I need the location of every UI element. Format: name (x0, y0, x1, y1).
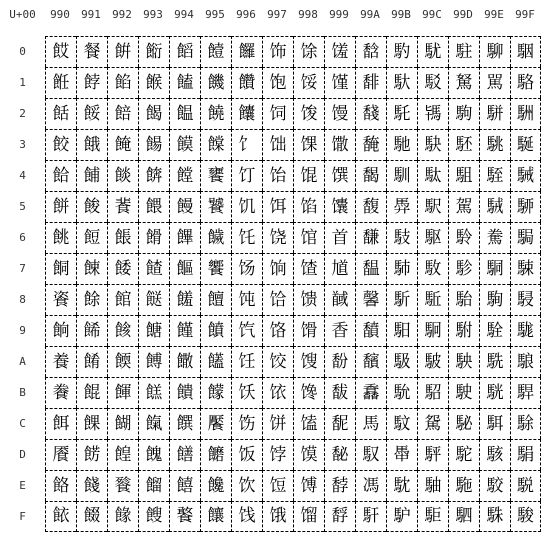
glyph-cell: 馰 (386, 36, 417, 67)
glyph-cell: 駏 (417, 501, 448, 532)
glyph-cell: 駲 (510, 98, 541, 129)
row-header: F (19, 510, 26, 523)
glyph-cell: 馫 (355, 377, 386, 408)
glyph-cell: 駻 (510, 377, 541, 408)
glyph-cell: 駭 (479, 439, 510, 470)
glyph-cell: 馻 (386, 377, 417, 408)
glyph-cell: 饦 (231, 222, 262, 253)
glyph-cell: 餵 (138, 191, 169, 222)
glyph-cell: 駩 (479, 315, 510, 346)
glyph-cell: 駫 (479, 377, 510, 408)
glyph-cell: 馔 (324, 160, 355, 191)
glyph-cell: 駙 (448, 315, 479, 346)
glyph-cell: 餜 (76, 408, 107, 439)
glyph-cell: 餌 (45, 408, 76, 439)
glyph-cell: 餰 (138, 36, 169, 67)
glyph-cell: 餱 (138, 67, 169, 98)
row-header: 5 (19, 200, 26, 213)
glyph-cell: 饊 (169, 346, 200, 377)
glyph-cell: 饴 (262, 160, 293, 191)
glyph-cell: 餿 (138, 501, 169, 532)
glyph-cell: 饉 (169, 315, 200, 346)
glyph-cell: 餁 (45, 67, 76, 98)
glyph-cell: 餒 (76, 98, 107, 129)
glyph-cell: 馯 (355, 501, 386, 532)
glyph-cell: 馅 (293, 191, 324, 222)
glyph-cell: 餹 (138, 315, 169, 346)
glyph-cell: 餂 (45, 98, 76, 129)
glyph-cell: 駷 (510, 253, 541, 284)
glyph-cell: 饬 (231, 408, 262, 439)
glyph-cell: 馋 (293, 377, 324, 408)
glyph-cell: 馴 (386, 160, 417, 191)
glyph-cell: 駼 (510, 408, 541, 439)
column-header: 99D (453, 8, 473, 21)
column-header: 994 (174, 8, 194, 21)
glyph-cell: 駠 (479, 36, 510, 67)
glyph-cell: 餢 (107, 98, 138, 129)
glyph-cell: 饱 (262, 67, 293, 98)
glyph-cell: 餽 (138, 439, 169, 470)
glyph-cell: 餞 (76, 470, 107, 501)
column-header: 992 (112, 8, 132, 21)
glyph-cell: 駞 (448, 470, 479, 501)
glyph-cell: 馸 (386, 284, 417, 315)
glyph-cell: 餼 (138, 408, 169, 439)
glyph-cell: 餆 (45, 222, 76, 253)
glyph-cell: 駪 (479, 346, 510, 377)
glyph-cell: 駘 (448, 284, 479, 315)
glyph-cell: 馜 (324, 408, 355, 439)
column-header: 99F (515, 8, 535, 21)
glyph-cell: 駂 (417, 98, 448, 129)
glyph-cell: 馢 (355, 98, 386, 129)
glyph-cell: 馇 (293, 253, 324, 284)
glyph-cell: 香 (324, 315, 355, 346)
glyph-cell: 餀 (45, 36, 76, 67)
glyph-cell: 饀 (169, 36, 200, 67)
glyph-cell: 饈 (169, 284, 200, 315)
glyph-cell: 餧 (107, 253, 138, 284)
glyph-cell: 饇 (169, 253, 200, 284)
column-header: 995 (205, 8, 225, 21)
glyph-cell: 馧 (355, 253, 386, 284)
glyph-cell: 饃 (169, 129, 200, 160)
glyph-cell: 馽 (386, 439, 417, 470)
glyph-cell: 馏 (293, 501, 324, 532)
glyph-cell: 饙 (200, 315, 231, 346)
glyph-cell: 馨 (355, 284, 386, 315)
glyph-cell: 馍 (293, 439, 324, 470)
glyph-cell: 駋 (417, 377, 448, 408)
glyph-cell: 駕 (448, 191, 479, 222)
glyph-cell: 駰 (510, 36, 541, 67)
glyph-cell: 饤 (231, 160, 262, 191)
glyph-cell: 饑 (200, 67, 231, 98)
glyph-cell: 饎 (169, 470, 200, 501)
glyph-cell: 駊 (417, 346, 448, 377)
glyph-cell: 饜 (200, 408, 231, 439)
glyph-cell: 饷 (262, 253, 293, 284)
glyph-cell: 饌 (169, 408, 200, 439)
glyph-cell: 駣 (479, 129, 510, 160)
glyph-cell: 馦 (355, 222, 386, 253)
glyph-cell: 饅 (169, 191, 200, 222)
glyph-cell: 餈 (45, 284, 76, 315)
glyph-cell: 餝 (76, 439, 107, 470)
glyph-cell: 馹 (386, 315, 417, 346)
glyph-cell: 館 (107, 284, 138, 315)
row-header: 1 (19, 76, 26, 89)
glyph-cell: 馤 (355, 160, 386, 191)
glyph-cell: 馵 (386, 191, 417, 222)
glyph-cell: 饍 (169, 439, 200, 470)
glyph-cell: 馁 (293, 67, 324, 98)
glyph-cell: 駍 (417, 439, 448, 470)
glyph-cell: 餎 (45, 470, 76, 501)
glyph-cell: 馿 (386, 501, 417, 532)
glyph-cell: 饔 (200, 160, 231, 191)
glyph-cell: 駱 (510, 67, 541, 98)
glyph-cell: 馒 (324, 98, 355, 129)
glyph-cell: 餖 (76, 222, 107, 253)
glyph-cell: 饞 (200, 470, 231, 501)
glyph-cell: 駹 (510, 315, 541, 346)
glyph-cell: 馱 (386, 67, 417, 98)
glyph-cell: 饣 (231, 129, 262, 160)
glyph-cell: 餤 (107, 160, 138, 191)
glyph-cell: 馚 (324, 346, 355, 377)
glyph-cell: 駗 (448, 253, 479, 284)
glyph-cell: 駄 (417, 160, 448, 191)
glyph-cell: 駮 (479, 470, 510, 501)
glyph-cell: 駐 (448, 36, 479, 67)
glyph-cell: 駸 (510, 284, 541, 315)
glyph-cell: 馲 (386, 98, 417, 129)
glyph-cell: 餓 (76, 129, 107, 160)
row-header: 2 (19, 107, 26, 120)
row-header: A (19, 355, 26, 368)
glyph-cell: 餲 (138, 98, 169, 129)
glyph-cell: 餻 (138, 377, 169, 408)
glyph-cell: 駾 (510, 470, 541, 501)
row-header: 0 (19, 45, 26, 58)
glyph-cell: 餄 (45, 160, 76, 191)
glyph-cell: 首 (324, 222, 355, 253)
glyph-cell: 駯 (479, 501, 510, 532)
glyph-cell: 馀 (293, 36, 324, 67)
glyph-cell: 餇 (45, 253, 76, 284)
column-header: 993 (143, 8, 163, 21)
glyph-cell: 馃 (293, 129, 324, 160)
glyph-cell: 馩 (355, 315, 386, 346)
glyph-cell: 饸 (262, 284, 293, 315)
glyph-cell: 馭 (355, 439, 386, 470)
glyph-cell: 駟 (448, 501, 479, 532)
glyph-cell: 饘 (200, 284, 231, 315)
row-header: E (19, 479, 26, 492)
glyph-cell: 饲 (262, 98, 293, 129)
glyph-cell: 餅 (45, 191, 76, 222)
glyph-cell: 駥 (479, 191, 510, 222)
glyph-cell: 駑 (448, 67, 479, 98)
glyph-cell: 餴 (138, 160, 169, 191)
corner-label: U+00 (9, 8, 36, 21)
glyph-cell: 餍 (45, 439, 76, 470)
glyph-cell: 餾 (138, 470, 169, 501)
glyph-cell: 餐 (76, 36, 107, 67)
glyph-cell: 駴 (510, 160, 541, 191)
glyph-cell: 駦 (479, 222, 510, 253)
glyph-cell: 饼 (262, 408, 293, 439)
glyph-cell: 饽 (262, 439, 293, 470)
glyph-cell: 餮 (107, 470, 138, 501)
glyph-cell: 饫 (231, 377, 262, 408)
glyph-cell: 饩 (231, 315, 262, 346)
glyph-cell: 馕 (324, 191, 355, 222)
glyph-cell: 駧 (479, 253, 510, 284)
glyph-cell: 馐 (324, 36, 355, 67)
glyph-cell: 餶 (138, 222, 169, 253)
column-header: 991 (81, 8, 101, 21)
glyph-cell: 饭 (231, 439, 262, 470)
row-header: B (19, 386, 26, 399)
glyph-cell: 饛 (200, 377, 231, 408)
column-header: 99E (484, 8, 504, 21)
glyph-cell: 饕 (200, 191, 231, 222)
glyph-cell: 餠 (107, 36, 138, 67)
glyph-cell: 餏 (45, 501, 76, 532)
glyph-cell: 駢 (479, 98, 510, 129)
glyph-cell: 馓 (324, 129, 355, 160)
glyph-cell: 馎 (293, 470, 324, 501)
glyph-cell: 駺 (510, 346, 541, 377)
glyph-cell: 饏 (169, 501, 200, 532)
glyph-cell: 饚 (200, 346, 231, 377)
glyph-cell: 駝 (448, 439, 479, 470)
glyph-cell: 餉 (45, 315, 76, 346)
glyph-cell: 饁 (169, 67, 200, 98)
glyph-cell: 馈 (293, 284, 324, 315)
glyph-cell: 餙 (76, 315, 107, 346)
glyph-cell: 養 (45, 346, 76, 377)
glyph-cell: 馊 (293, 346, 324, 377)
glyph-cell: 饢 (231, 98, 262, 129)
glyph-cell: 馌 (293, 408, 324, 439)
row-header: 3 (19, 138, 26, 151)
glyph-cell: 馆 (293, 222, 324, 253)
glyph-cell: 餕 (76, 191, 107, 222)
glyph-cell: 饪 (231, 346, 262, 377)
glyph-cell: 饧 (231, 253, 262, 284)
row-header: 4 (19, 169, 26, 182)
glyph-cell: 馾 (386, 470, 417, 501)
column-header: 99C (422, 8, 442, 21)
glyph-cell: 餃 (45, 129, 76, 160)
glyph-cell: 饶 (262, 222, 293, 253)
column-header: 990 (50, 8, 70, 21)
column-header: 997 (267, 8, 287, 21)
glyph-cell: 餥 (107, 191, 138, 222)
glyph-cell: 駨 (479, 284, 510, 315)
glyph-cell: 饖 (200, 222, 231, 253)
glyph-cell: 駤 (479, 160, 510, 191)
glyph-cell: 馉 (293, 315, 324, 346)
glyph-cell: 饺 (262, 346, 293, 377)
glyph-cell: 餟 (76, 501, 107, 532)
glyph-cell: 餘 (76, 284, 107, 315)
glyph-cell: 駅 (417, 191, 448, 222)
glyph-cell: 馣 (355, 129, 386, 160)
glyph-cell: 馥 (355, 191, 386, 222)
glyph-cell: 馗 (324, 253, 355, 284)
glyph-cell: 駡 (479, 67, 510, 98)
glyph-cell: 餪 (107, 346, 138, 377)
glyph-cell: 馶 (386, 222, 417, 253)
glyph-cell: 餫 (107, 377, 138, 408)
glyph-cell: 馑 (324, 67, 355, 98)
glyph-cell: 餬 (107, 408, 138, 439)
glyph-cell: 馠 (355, 36, 386, 67)
row-header: 9 (19, 324, 26, 337)
glyph-cell: 饗 (200, 253, 231, 284)
glyph-cell: 駳 (510, 129, 541, 160)
glyph-cell: 餋 (45, 377, 76, 408)
glyph-cell: 馝 (324, 439, 355, 470)
glyph-cell: 駀 (417, 36, 448, 67)
glyph-cell: 駒 (448, 98, 479, 129)
glyph-cell: 駬 (479, 408, 510, 439)
glyph-cell: 饓 (200, 129, 231, 160)
row-header: C (19, 417, 26, 430)
glyph-cell: 饠 (231, 36, 262, 67)
glyph-cell: 餷 (138, 253, 169, 284)
glyph-cell: 駶 (510, 222, 541, 253)
glyph-cell: 餺 (138, 346, 169, 377)
glyph-cell: 馪 (355, 346, 386, 377)
glyph-cell: 馳 (386, 129, 417, 160)
glyph-cell: 饨 (231, 284, 262, 315)
glyph-cell: 餛 (76, 377, 107, 408)
glyph-cell: 饹 (262, 315, 293, 346)
glyph-cell: 駉 (417, 315, 448, 346)
glyph-cell: 馡 (355, 67, 386, 98)
glyph-cell: 馺 (386, 346, 417, 377)
glyph-cell: 饿 (262, 501, 293, 532)
glyph-cell: 餭 (107, 439, 138, 470)
glyph-cell: 駆 (417, 222, 448, 253)
glyph-cell: 駿 (510, 501, 541, 532)
glyph-cell: 馘 (324, 284, 355, 315)
glyph-cell: 饝 (200, 439, 231, 470)
glyph-cell: 饆 (169, 222, 200, 253)
glyph-cell: 餗 (76, 253, 107, 284)
glyph-cell: 餑 (76, 67, 107, 98)
glyph-cell: 馮 (355, 470, 386, 501)
glyph-cell: 駁 (417, 67, 448, 98)
glyph-cell: 馞 (324, 470, 355, 501)
glyph-cell: 馄 (293, 160, 324, 191)
glyph-cell: 饥 (231, 191, 262, 222)
glyph-cell: 駃 (417, 129, 448, 160)
glyph-cell: 饳 (262, 129, 293, 160)
row-header: D (19, 448, 26, 461)
glyph-cell: 駔 (448, 160, 479, 191)
glyph-cell: 饒 (200, 98, 231, 129)
glyph-cell: 餔 (76, 160, 107, 191)
glyph-cell: 駈 (417, 284, 448, 315)
glyph-cell: 駇 (417, 253, 448, 284)
glyph-cell: 駵 (510, 191, 541, 222)
glyph-cell: 駚 (448, 346, 479, 377)
glyph-cell: 馼 (386, 408, 417, 439)
glyph-cell: 餸 (138, 284, 169, 315)
row-header: 8 (19, 293, 26, 306)
glyph-cell: 餣 (107, 129, 138, 160)
row-header: 7 (19, 262, 26, 275)
glyph-cell: 饵 (262, 191, 293, 222)
glyph-cell: 駖 (448, 222, 479, 253)
glyph-cell: 餯 (107, 501, 138, 532)
glyph-cell: 餳 (138, 129, 169, 160)
column-header: 99A (360, 8, 380, 21)
glyph-cell: 駽 (510, 439, 541, 470)
glyph-cell: 餦 (107, 222, 138, 253)
glyph-cell: 駌 (417, 408, 448, 439)
glyph-cell: 饡 (231, 67, 262, 98)
glyph-cell: 駎 (417, 470, 448, 501)
glyph-cell: 餚 (76, 346, 107, 377)
glyph-cell: 駓 (448, 129, 479, 160)
glyph-cell: 饻 (262, 377, 293, 408)
glyph-cell: 饮 (231, 470, 262, 501)
glyph-cell: 馬 (355, 408, 386, 439)
glyph-cell: 駜 (448, 408, 479, 439)
glyph-cell: 駛 (448, 377, 479, 408)
column-header: 998 (298, 8, 318, 21)
glyph-cell: 饐 (200, 36, 231, 67)
column-header: 996 (236, 8, 256, 21)
glyph-cell: 饰 (262, 36, 293, 67)
glyph-cell: 餩 (107, 315, 138, 346)
glyph-cell: 饯 (231, 501, 262, 532)
glyph-cell: 馛 (324, 377, 355, 408)
glyph-cell: 饄 (169, 160, 200, 191)
row-header: 6 (19, 231, 26, 244)
column-header: 99B (391, 8, 411, 21)
glyph-cell: 饟 (200, 501, 231, 532)
glyph-cell: 馂 (293, 98, 324, 129)
glyph-cell: 餡 (107, 67, 138, 98)
glyph-cell: 饋 (169, 377, 200, 408)
glyph-cell: 饂 (169, 98, 200, 129)
column-header: 999 (329, 8, 349, 21)
glyph-cell: 馷 (386, 253, 417, 284)
glyph-cell: 馟 (324, 501, 355, 532)
glyph-cell: 饾 (262, 470, 293, 501)
